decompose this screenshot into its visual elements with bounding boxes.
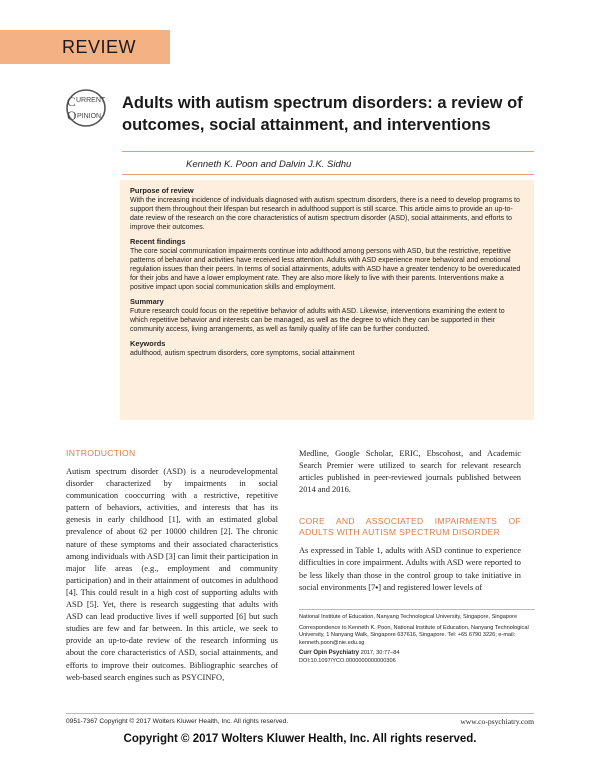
core-impairments-paragraph: As expressed in Table 1, adults with ASD continue to experience difficulties in core impairment. Adults with ASD were reported to be less likely than those in the control group to take initiative in social environments [7▪] and registered lower levels of: [299, 546, 521, 592]
svg-text:PINION: PINION: [77, 113, 102, 120]
current-opinion-logo: [64, 86, 112, 130]
body-column-left: [66, 448, 278, 684]
affiliation-institute: National Institute of Education, Nanyang Technological University, Singapore, Singapore: [299, 614, 518, 620]
intro-paragraph: Autism spectrum disorder (ASD) is a neurodevelopmental disorder characterized by impairments in social communication cooccurring with a restrictive, repetitive pattern of behaviors, activities, and interests that has its genesis in early childhood [1], with an estimated global prevalence of about 62 per 10000 children [2]. The chronic nature of these symptoms and their associated characteristics among individuals with ASD [3] can limit their participation in major life areas (e.g., employment and community participation) and in their attainment of outcomes in adulthood [4]. This could result in a high cost of supporting adults with ASD [5]. Yet, there is research suggesting that adults with ASD can lead productive lives if well supported [6] but such studies are few and far between. In this article, we seek to provide an up-to-date review of the research informing us about the core characteristics of ASD, social attainments, and efforts to improve their outcomes. Bibliographic searches of web-based search engines such as PSYCINFO,: [66, 467, 278, 682]
svg-text:O: O: [67, 108, 77, 123]
affiliation-divider: [299, 609, 535, 610]
journal-citation: 2017, 30:77–84: [359, 650, 400, 657]
svg-text:URRENT: URRENT: [76, 97, 106, 104]
keywords-heading: Keywords: [130, 339, 166, 348]
section-tab: [0, 30, 170, 64]
article-authors: Kenneth K. Poon and Dalvin J.K. Sidhu: [186, 159, 352, 170]
section-tab-label: REVIEW: [62, 37, 137, 57]
affiliation-block: [299, 614, 535, 669]
intro-continued-paragraph: Medline, Google Scholar, ERIC, Ebscohost, and Academic Search Premier were utilized to search for relevant research articles published in peer-reviewed journals published between 2014 and 2016.: [299, 449, 521, 495]
copyright-banner: Copyright © 2017 Wolters Kluwer Health, Inc. All rights reserved.: [123, 733, 477, 745]
findings-heading: Recent findings: [130, 237, 186, 246]
summary-text: Future research could focus on the repetitive behavior of adults with ASD. Likewise, interventions examining the extent to which repetitive behavior and interests can be managed, as well as the degree to which they can be supported in their community access, living arrangements, as well as family quality of life can be further conducted.: [130, 308, 505, 333]
purpose-text: With the increasing incidence of individuals diagnosed with autism spectrum disorders, there is a need to develop programs to support them throughout their lifespan but research in adulthood support is still scarce. This article aims to provide an up-to-date review of the research on the core characteristics of autism spectrum disorder (ASD), social attainments, and efforts to improve their outcomes.: [130, 197, 520, 231]
doi: DOI:10.1097/YCO.0000000000000306: [299, 657, 396, 664]
core-impairments-heading: CORE AND ASSOCIATED IMPAIRMENTS OF ADULTS WITH AUTISM SPECTRUM DISORDER: [299, 516, 521, 538]
footer-issn-copyright: 0951-7367 Copyright © 2017 Wolters Kluwer Health, Inc. All rights reserved.: [66, 718, 289, 725]
intro-heading: INTRODUCTION: [66, 448, 136, 458]
title-divider: [122, 151, 534, 152]
svg-text:C: C: [67, 94, 76, 109]
journal-website-link[interactable]: www.co-psychiatry.com: [460, 717, 534, 726]
findings-text: The core social communication impairments continue into adulthood among persons with ASD, but the restrictive, repetitive patterns of behavior and activities have received less attention. Adults with ASD experience more behavioral and emotional regulation issues than their peers. In terms of social attainments, adults with ASD have a greater tendency to be overeducated for their jobs and have a lower employment rate. They are also more likely to live with their parents. Interventions make a positive impact upon social communication skills and employment.: [130, 248, 521, 291]
authors-divider: [122, 174, 534, 175]
abstract-box: [120, 180, 534, 420]
keywords-text: adulthood, autism spectrum disorders, core symptoms, social attainment: [130, 350, 355, 357]
affiliation-correspondence: Correspondence to Kenneth K. Poon, National Institute of Education, Nanyang Technological University, 1 Nanyang Walk, Singapore 637616, Singapore. Tel: +65 6790 3226; e-mail: kenneth.poon@nie.edu.sg: [299, 624, 529, 646]
purpose-heading: Purpose of review: [130, 186, 194, 195]
summary-heading: Summary: [130, 297, 164, 306]
journal-name: Curr Opin Psychiatry: [299, 650, 360, 657]
article-title: Adults with autism spectrum disorders: a review of outcomes, social attainment, and interventions: [122, 94, 523, 134]
footer-divider: [66, 713, 534, 714]
body-column-right: [299, 448, 521, 594]
